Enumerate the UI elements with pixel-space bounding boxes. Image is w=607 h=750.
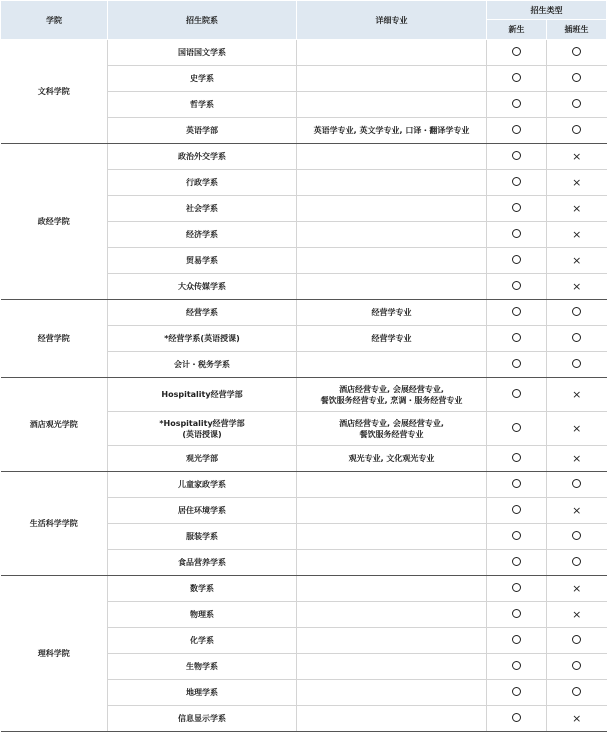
transfer-mark <box>547 66 607 92</box>
department-cell: 观光学部 <box>108 446 297 472</box>
major-cell <box>297 498 487 524</box>
department-cell: 贸易学系 <box>108 248 297 274</box>
cross-mark-icon: × <box>572 452 582 465</box>
transfer-mark <box>547 222 607 248</box>
transfer-mark <box>547 602 607 628</box>
department-cell: 物理系 <box>108 602 297 628</box>
freshman-mark <box>487 628 547 654</box>
freshman-mark <box>487 446 547 472</box>
freshman-mark <box>487 412 547 446</box>
department-cell: 经济学系 <box>108 222 297 248</box>
department-cell: 居住环境学系 <box>108 498 297 524</box>
department-cell: 社会学系 <box>108 196 297 222</box>
major-cell: 酒店经营专业, 会展经营专业, 餐饮服务经营专业, 烹调・服务经营专业 <box>297 378 487 412</box>
freshman-mark <box>487 248 547 274</box>
circle-mark-icon <box>512 423 521 432</box>
major-cell <box>297 222 487 248</box>
transfer-mark <box>547 550 607 576</box>
major-cell <box>297 144 487 170</box>
transfer-mark <box>547 144 607 170</box>
header-college: 学院 <box>1 1 108 40</box>
transfer-mark <box>547 300 607 326</box>
freshman-mark <box>487 326 547 352</box>
header-transfer: 插班生 <box>547 20 607 40</box>
transfer-mark <box>547 92 607 118</box>
cross-mark-icon: × <box>572 388 582 401</box>
circle-mark-icon <box>512 389 521 398</box>
major-cell: 酒店经营专业, 会展经营专业, 餐饮服务经营专业 <box>297 412 487 446</box>
major-cell: 经营学专业 <box>297 300 487 326</box>
table-row <box>1 472 607 498</box>
department-cell: *Hospitality经营学部 (英语授课) <box>108 412 297 446</box>
department-cell: 会计・税务学系 <box>108 352 297 378</box>
table-row <box>1 300 607 326</box>
circle-mark-icon <box>512 687 521 696</box>
major-cell <box>297 550 487 576</box>
major-cell <box>297 654 487 680</box>
freshman-mark <box>487 706 547 732</box>
circle-mark-icon <box>572 125 581 134</box>
cross-mark-icon: × <box>572 712 582 725</box>
circle-mark-icon <box>512 453 521 462</box>
header-major: 详细专业 <box>297 1 487 40</box>
circle-mark-icon <box>572 661 581 670</box>
freshman-mark <box>487 524 547 550</box>
department-cell: 服装学系 <box>108 524 297 550</box>
freshman-mark <box>487 498 547 524</box>
department-cell: Hospitality经营学部 <box>108 378 297 412</box>
major-cell <box>297 196 487 222</box>
circle-mark-icon <box>512 531 521 540</box>
major-cell <box>297 352 487 378</box>
department-cell: *经营学系(英语授课) <box>108 326 297 352</box>
freshman-mark <box>487 118 547 144</box>
college-cell: 政经学院 <box>1 144 108 300</box>
circle-mark-icon <box>512 281 521 290</box>
department-cell: 国语国文学系 <box>108 40 297 66</box>
freshman-mark <box>487 66 547 92</box>
circle-mark-icon <box>512 125 521 134</box>
transfer-mark <box>547 170 607 196</box>
department-cell: 史学系 <box>108 66 297 92</box>
cross-mark-icon: × <box>572 504 582 517</box>
transfer-mark <box>547 524 607 550</box>
major-cell: 经营学专业 <box>297 326 487 352</box>
college-cell: 经营学院 <box>1 300 108 378</box>
circle-mark-icon <box>572 557 581 566</box>
transfer-mark <box>547 628 607 654</box>
department-cell: 政治外交学系 <box>108 144 297 170</box>
major-cell <box>297 576 487 602</box>
department-cell: 生物学系 <box>108 654 297 680</box>
freshman-mark <box>487 352 547 378</box>
department-cell: 食品营养学系 <box>108 550 297 576</box>
cross-mark-icon: × <box>572 176 582 189</box>
major-cell <box>297 66 487 92</box>
freshman-mark <box>487 196 547 222</box>
department-cell: 数学系 <box>108 576 297 602</box>
circle-mark-icon <box>512 333 521 342</box>
major-cell <box>297 248 487 274</box>
transfer-mark <box>547 118 607 144</box>
circle-mark-icon <box>572 73 581 82</box>
freshman-mark <box>487 550 547 576</box>
circle-mark-icon <box>512 151 521 160</box>
freshman-mark <box>487 170 547 196</box>
transfer-mark <box>547 378 607 412</box>
major-cell <box>297 40 487 66</box>
circle-mark-icon <box>572 635 581 644</box>
freshman-mark <box>487 654 547 680</box>
major-cell: 观光专业, 文化观光专业 <box>297 446 487 472</box>
college-cell: 理科学院 <box>1 576 108 732</box>
circle-mark-icon <box>512 73 521 82</box>
circle-mark-icon <box>572 687 581 696</box>
table-row <box>1 40 607 66</box>
circle-mark-icon <box>512 229 521 238</box>
transfer-mark <box>547 248 607 274</box>
major-cell <box>297 706 487 732</box>
major-cell: 英语学专业, 英文学专业, 口译・翻译学专业 <box>297 118 487 144</box>
transfer-mark <box>547 40 607 66</box>
circle-mark-icon <box>512 635 521 644</box>
freshman-mark <box>487 222 547 248</box>
circle-mark-icon <box>512 99 521 108</box>
transfer-mark <box>547 472 607 498</box>
circle-mark-icon <box>512 583 521 592</box>
circle-mark-icon <box>512 359 521 368</box>
circle-mark-icon <box>512 713 521 722</box>
freshman-mark <box>487 576 547 602</box>
circle-mark-icon <box>572 479 581 488</box>
circle-mark-icon <box>512 307 521 316</box>
circle-mark-icon <box>512 203 521 212</box>
table-row <box>1 378 607 412</box>
major-cell <box>297 472 487 498</box>
cross-mark-icon: × <box>572 228 582 241</box>
transfer-mark <box>547 274 607 300</box>
circle-mark-icon <box>572 333 581 342</box>
department-cell: 行政学系 <box>108 170 297 196</box>
department-cell: 地理学系 <box>108 680 297 706</box>
circle-mark-icon <box>512 661 521 670</box>
freshman-mark <box>487 680 547 706</box>
circle-mark-icon <box>512 505 521 514</box>
header-freshman: 新生 <box>487 20 547 40</box>
circle-mark-icon <box>512 479 521 488</box>
transfer-mark <box>547 326 607 352</box>
circle-mark-icon <box>512 609 521 618</box>
freshman-mark <box>487 274 547 300</box>
circle-mark-icon <box>512 255 521 264</box>
department-cell: 信息显示学系 <box>108 706 297 732</box>
major-cell <box>297 680 487 706</box>
department-cell: 经营学系 <box>108 300 297 326</box>
major-cell <box>297 524 487 550</box>
major-cell <box>297 274 487 300</box>
major-cell <box>297 92 487 118</box>
circle-mark-icon <box>572 47 581 56</box>
cross-mark-icon: × <box>572 582 582 595</box>
cross-mark-icon: × <box>572 422 582 435</box>
transfer-mark <box>547 654 607 680</box>
freshman-mark <box>487 92 547 118</box>
department-cell: 英语学部 <box>108 118 297 144</box>
header-department: 招生院系 <box>108 1 297 40</box>
circle-mark-icon <box>572 99 581 108</box>
department-cell: 化学系 <box>108 628 297 654</box>
college-cell: 生活科学学院 <box>1 472 108 576</box>
major-cell <box>297 602 487 628</box>
circle-mark-icon <box>512 177 521 186</box>
circle-mark-icon <box>572 307 581 316</box>
department-cell: 哲学系 <box>108 92 297 118</box>
freshman-mark <box>487 300 547 326</box>
college-cell: 文科学院 <box>1 40 108 144</box>
table-row <box>1 576 607 602</box>
freshman-mark <box>487 144 547 170</box>
transfer-mark <box>547 706 607 732</box>
table-header <box>1 1 607 40</box>
freshman-mark <box>487 40 547 66</box>
table-row <box>1 144 607 170</box>
header-admission-type: 招生类型 <box>487 1 607 20</box>
transfer-mark <box>547 576 607 602</box>
freshman-mark <box>487 472 547 498</box>
transfer-mark <box>547 352 607 378</box>
cross-mark-icon: × <box>572 280 582 293</box>
circle-mark-icon <box>512 47 521 56</box>
major-cell <box>297 628 487 654</box>
circle-mark-icon <box>572 531 581 540</box>
cross-mark-icon: × <box>572 202 582 215</box>
circle-mark-icon <box>572 359 581 368</box>
cross-mark-icon: × <box>572 608 582 621</box>
department-cell: 儿童家政学系 <box>108 472 297 498</box>
transfer-mark <box>547 446 607 472</box>
transfer-mark <box>547 412 607 446</box>
transfer-mark <box>547 498 607 524</box>
department-cell: 大众传媒学系 <box>108 274 297 300</box>
circle-mark-icon <box>512 557 521 566</box>
freshman-mark <box>487 602 547 628</box>
table-body <box>1 40 607 732</box>
freshman-mark <box>487 378 547 412</box>
cross-mark-icon: × <box>572 150 582 163</box>
cross-mark-icon: × <box>572 254 582 267</box>
transfer-mark <box>547 680 607 706</box>
transfer-mark <box>547 196 607 222</box>
college-cell: 酒店观光学院 <box>1 378 108 472</box>
major-cell <box>297 170 487 196</box>
